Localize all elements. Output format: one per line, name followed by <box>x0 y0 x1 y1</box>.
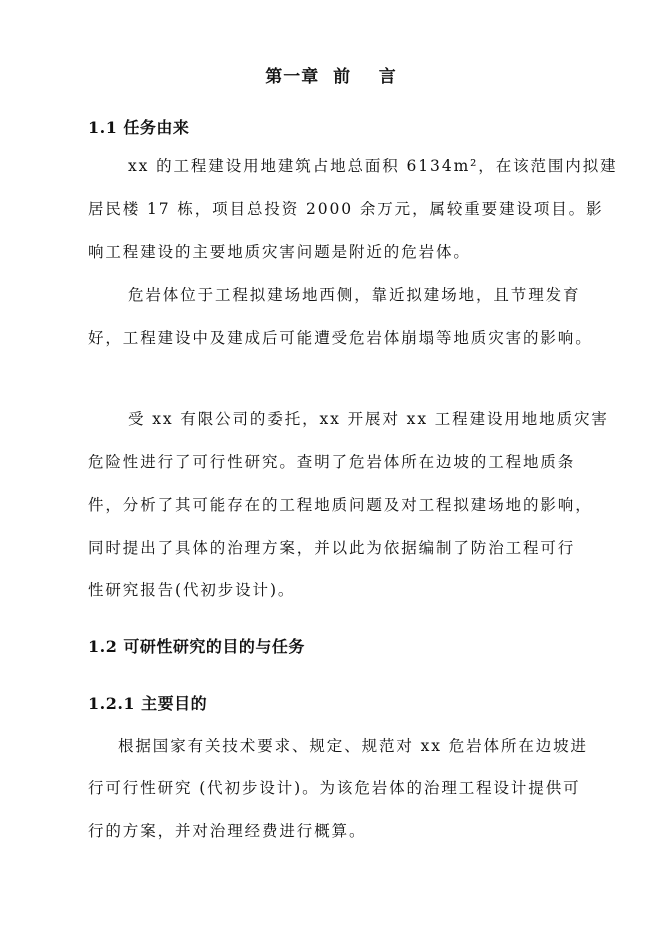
paragraph-line: 性研究报告(代初步设计)。 <box>88 581 296 599</box>
paragraph-line: 件，分析了其可能存在的工程地质问题及对工程拟建场地的影响， <box>88 496 593 514</box>
paragraph-line: 行可行性研究 (代初步设计)。为该危岩体的治理工程设计提供可 <box>88 779 581 797</box>
paragraph-line: 危岩体位于工程拟建场地西侧，靠近拟建场地，且节理发育 <box>128 286 581 304</box>
paragraph-line: 根据国家有关技术要求、规定、规范对 xx 危岩体所在边坡进 <box>118 737 588 755</box>
paragraph-line: 好，工程建设中及建成后可能遭受危岩体崩塌等地质灾害的影响。 <box>88 329 593 347</box>
section-heading-1-2: 1.2 可研性研究的目的与任务 <box>88 637 305 656</box>
subsection-heading-1-2-1: 1.2.1 主要目的 <box>88 694 208 713</box>
section-heading-1-1: 1.1 任务由来 <box>88 118 190 137</box>
paragraph-line: xx 的工程建设用地建筑占地总面积 6134m²，在该范围内拟建 <box>128 157 618 175</box>
paragraph-line: 危险性进行了可行性研究。查明了危岩体所在边坡的工程地质条 <box>88 453 576 471</box>
paragraph-line: 同时提出了具体的治理方案，并以此为依据编制了防治工程可行 <box>88 539 576 557</box>
chapter-title: 第一章 前 言 <box>265 67 397 87</box>
paragraph-line: 居民楼 17 栋，项目总投资 2000 余万元，属较重要建设项目。影 <box>88 200 604 218</box>
paragraph-line: 行的方案，并对治理经费进行概算。 <box>88 822 367 840</box>
paragraph-line: 受 xx 有限公司的委托，xx 开展对 xx 工程建设用地地质灾害 <box>128 410 609 428</box>
paragraph-line: 响工程建设的主要地质灾害问题是附近的危岩体。 <box>88 243 471 261</box>
